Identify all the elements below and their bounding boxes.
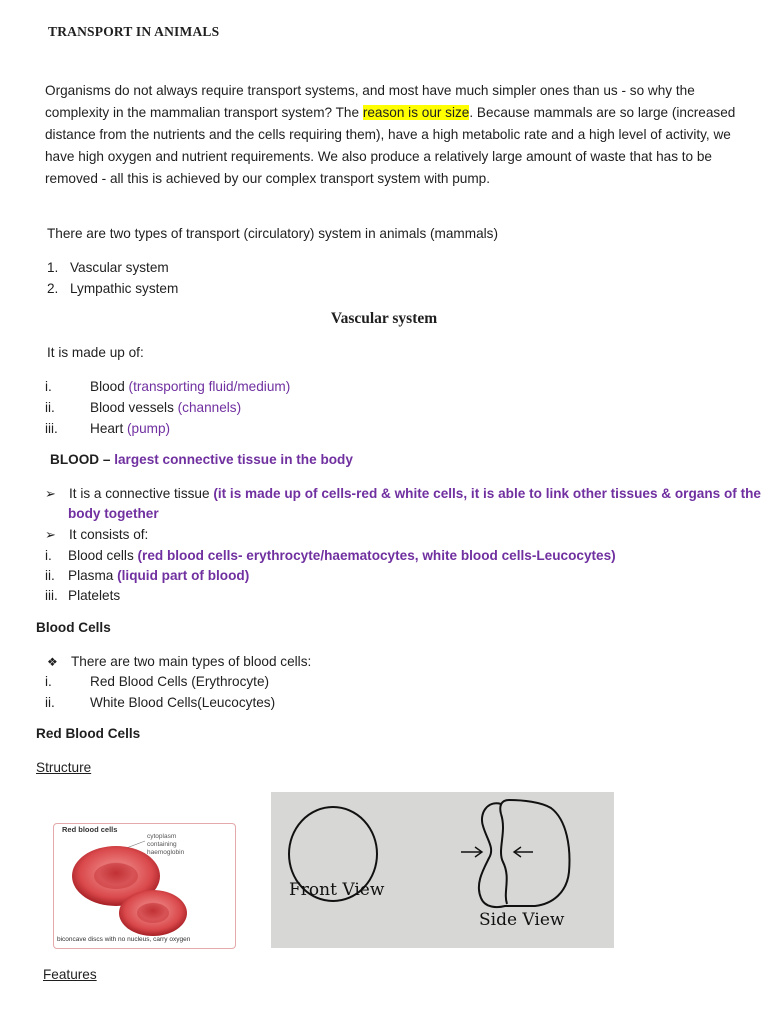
bullet-note: (it is made up of cells-red & white cells, it is able to link other tissues & organs of the xyxy=(213,486,761,501)
rbc-illustration xyxy=(53,823,236,949)
types-intro: There are two types of transport (circulatory) system in animals (mammals) xyxy=(47,226,498,241)
list-number: iii. xyxy=(45,588,58,603)
list-note: (transporting fluid/medium) xyxy=(128,379,291,394)
list-number: 2. xyxy=(47,281,59,296)
list-item xyxy=(45,674,269,689)
list-note: (liquid part of blood) xyxy=(117,568,250,583)
list-label: Vascular system xyxy=(70,260,169,275)
list-number: 1. xyxy=(47,260,59,275)
list-label: Red Blood Cells (Erythrocyte) xyxy=(90,674,270,689)
list-number: ii. xyxy=(45,695,55,710)
features-label: Features xyxy=(43,967,97,982)
red-blood-cell-drawing xyxy=(54,824,235,948)
bullet-text: It is a connective tissue xyxy=(69,486,214,501)
intro-text-start: Organisms do not always require transport systems, and most have much simpler ones than us - so why the complexity in the mammalian transport system? The xyxy=(45,83,695,120)
blood-heading xyxy=(50,452,353,467)
vascular-heading: Vascular system xyxy=(330,310,438,327)
bullet-item xyxy=(47,654,311,669)
list-note: (pump) xyxy=(127,421,171,436)
list-item xyxy=(45,379,290,394)
structure-label: Structure xyxy=(36,760,92,775)
bullet-text: It consists of: xyxy=(69,527,149,542)
arrow-bullet-icon: ➢ xyxy=(45,527,56,542)
list-label: Platelets xyxy=(68,588,121,603)
list-item xyxy=(47,260,169,275)
highlighted-text: reason is our size xyxy=(362,105,470,120)
list-number: i. xyxy=(45,379,52,394)
list-number: ii. xyxy=(45,400,55,415)
bullet-item xyxy=(45,486,761,502)
rbc-heading: Red Blood Cells xyxy=(36,726,141,741)
list-item xyxy=(45,568,249,583)
document-title: TRANSPORT IN ANIMALS xyxy=(48,24,220,39)
list-item xyxy=(45,695,275,710)
made-of-label: It is made up of: xyxy=(47,345,144,360)
list-number: iii. xyxy=(45,421,58,436)
blood-label: BLOOD – xyxy=(50,452,115,467)
rbc-sketch-photo xyxy=(271,792,614,948)
list-label: Plasma xyxy=(68,568,118,583)
list-item xyxy=(45,588,120,603)
list-label: White Blood Cells(Leucocytes) xyxy=(90,695,276,710)
front-view-label: Front View xyxy=(289,880,385,900)
figure-caption: biconcave discs with no nucleus, carry oxygen xyxy=(57,936,191,943)
diamond-bullet-icon: ❖ xyxy=(47,655,58,669)
arrow-bullet-icon: ➢ xyxy=(45,486,56,501)
bullet-note-continued: body together xyxy=(68,506,159,521)
annotation-line: cytoplasm xyxy=(147,833,177,840)
annotation-line: haemoglobin xyxy=(147,849,185,856)
side-view-label: Side View xyxy=(479,910,565,930)
list-number: i. xyxy=(45,674,52,689)
list-note: (red blood cells- erythrocyte/haematocytes, white blood cells-Leucocytes) xyxy=(137,548,616,563)
list-label: Blood cells xyxy=(68,548,138,563)
bullet-text: There are two main types of blood cells: xyxy=(71,654,312,669)
list-item xyxy=(45,400,241,415)
rbc-center-depression xyxy=(137,903,169,923)
list-item xyxy=(45,421,170,436)
rbc-center-depression xyxy=(94,863,138,889)
blood-description: largest connective tissue in the body xyxy=(114,452,353,467)
list-item xyxy=(45,548,616,563)
blood-cells-heading: Blood Cells xyxy=(36,620,111,635)
bullet-item xyxy=(45,527,148,543)
list-number: i. xyxy=(45,548,52,563)
intro-text-end: . Because mammals are so large (increased distance from the nutrients and the cells requiring them), have a high metabolic rate and a high level of activity, we have high oxygen and nutrient requirements. We also produce a relatively large amount of waste that has to be removed - all this is achieved by our complex transport system with pump. xyxy=(45,105,736,186)
list-note: (channels) xyxy=(177,400,242,415)
list-label: Blood xyxy=(90,379,129,394)
side-view-groove xyxy=(501,814,507,904)
list-number: ii. xyxy=(45,568,55,583)
annotation-line: containing xyxy=(147,841,177,848)
list-item xyxy=(47,281,178,296)
list-label: Heart xyxy=(90,421,128,436)
figure-title: Red blood cells xyxy=(62,825,118,834)
list-label: Blood vessels xyxy=(90,400,178,415)
side-view-outline xyxy=(479,800,570,907)
list-label: Lympathic system xyxy=(70,281,179,296)
intro-paragraph xyxy=(45,80,745,190)
